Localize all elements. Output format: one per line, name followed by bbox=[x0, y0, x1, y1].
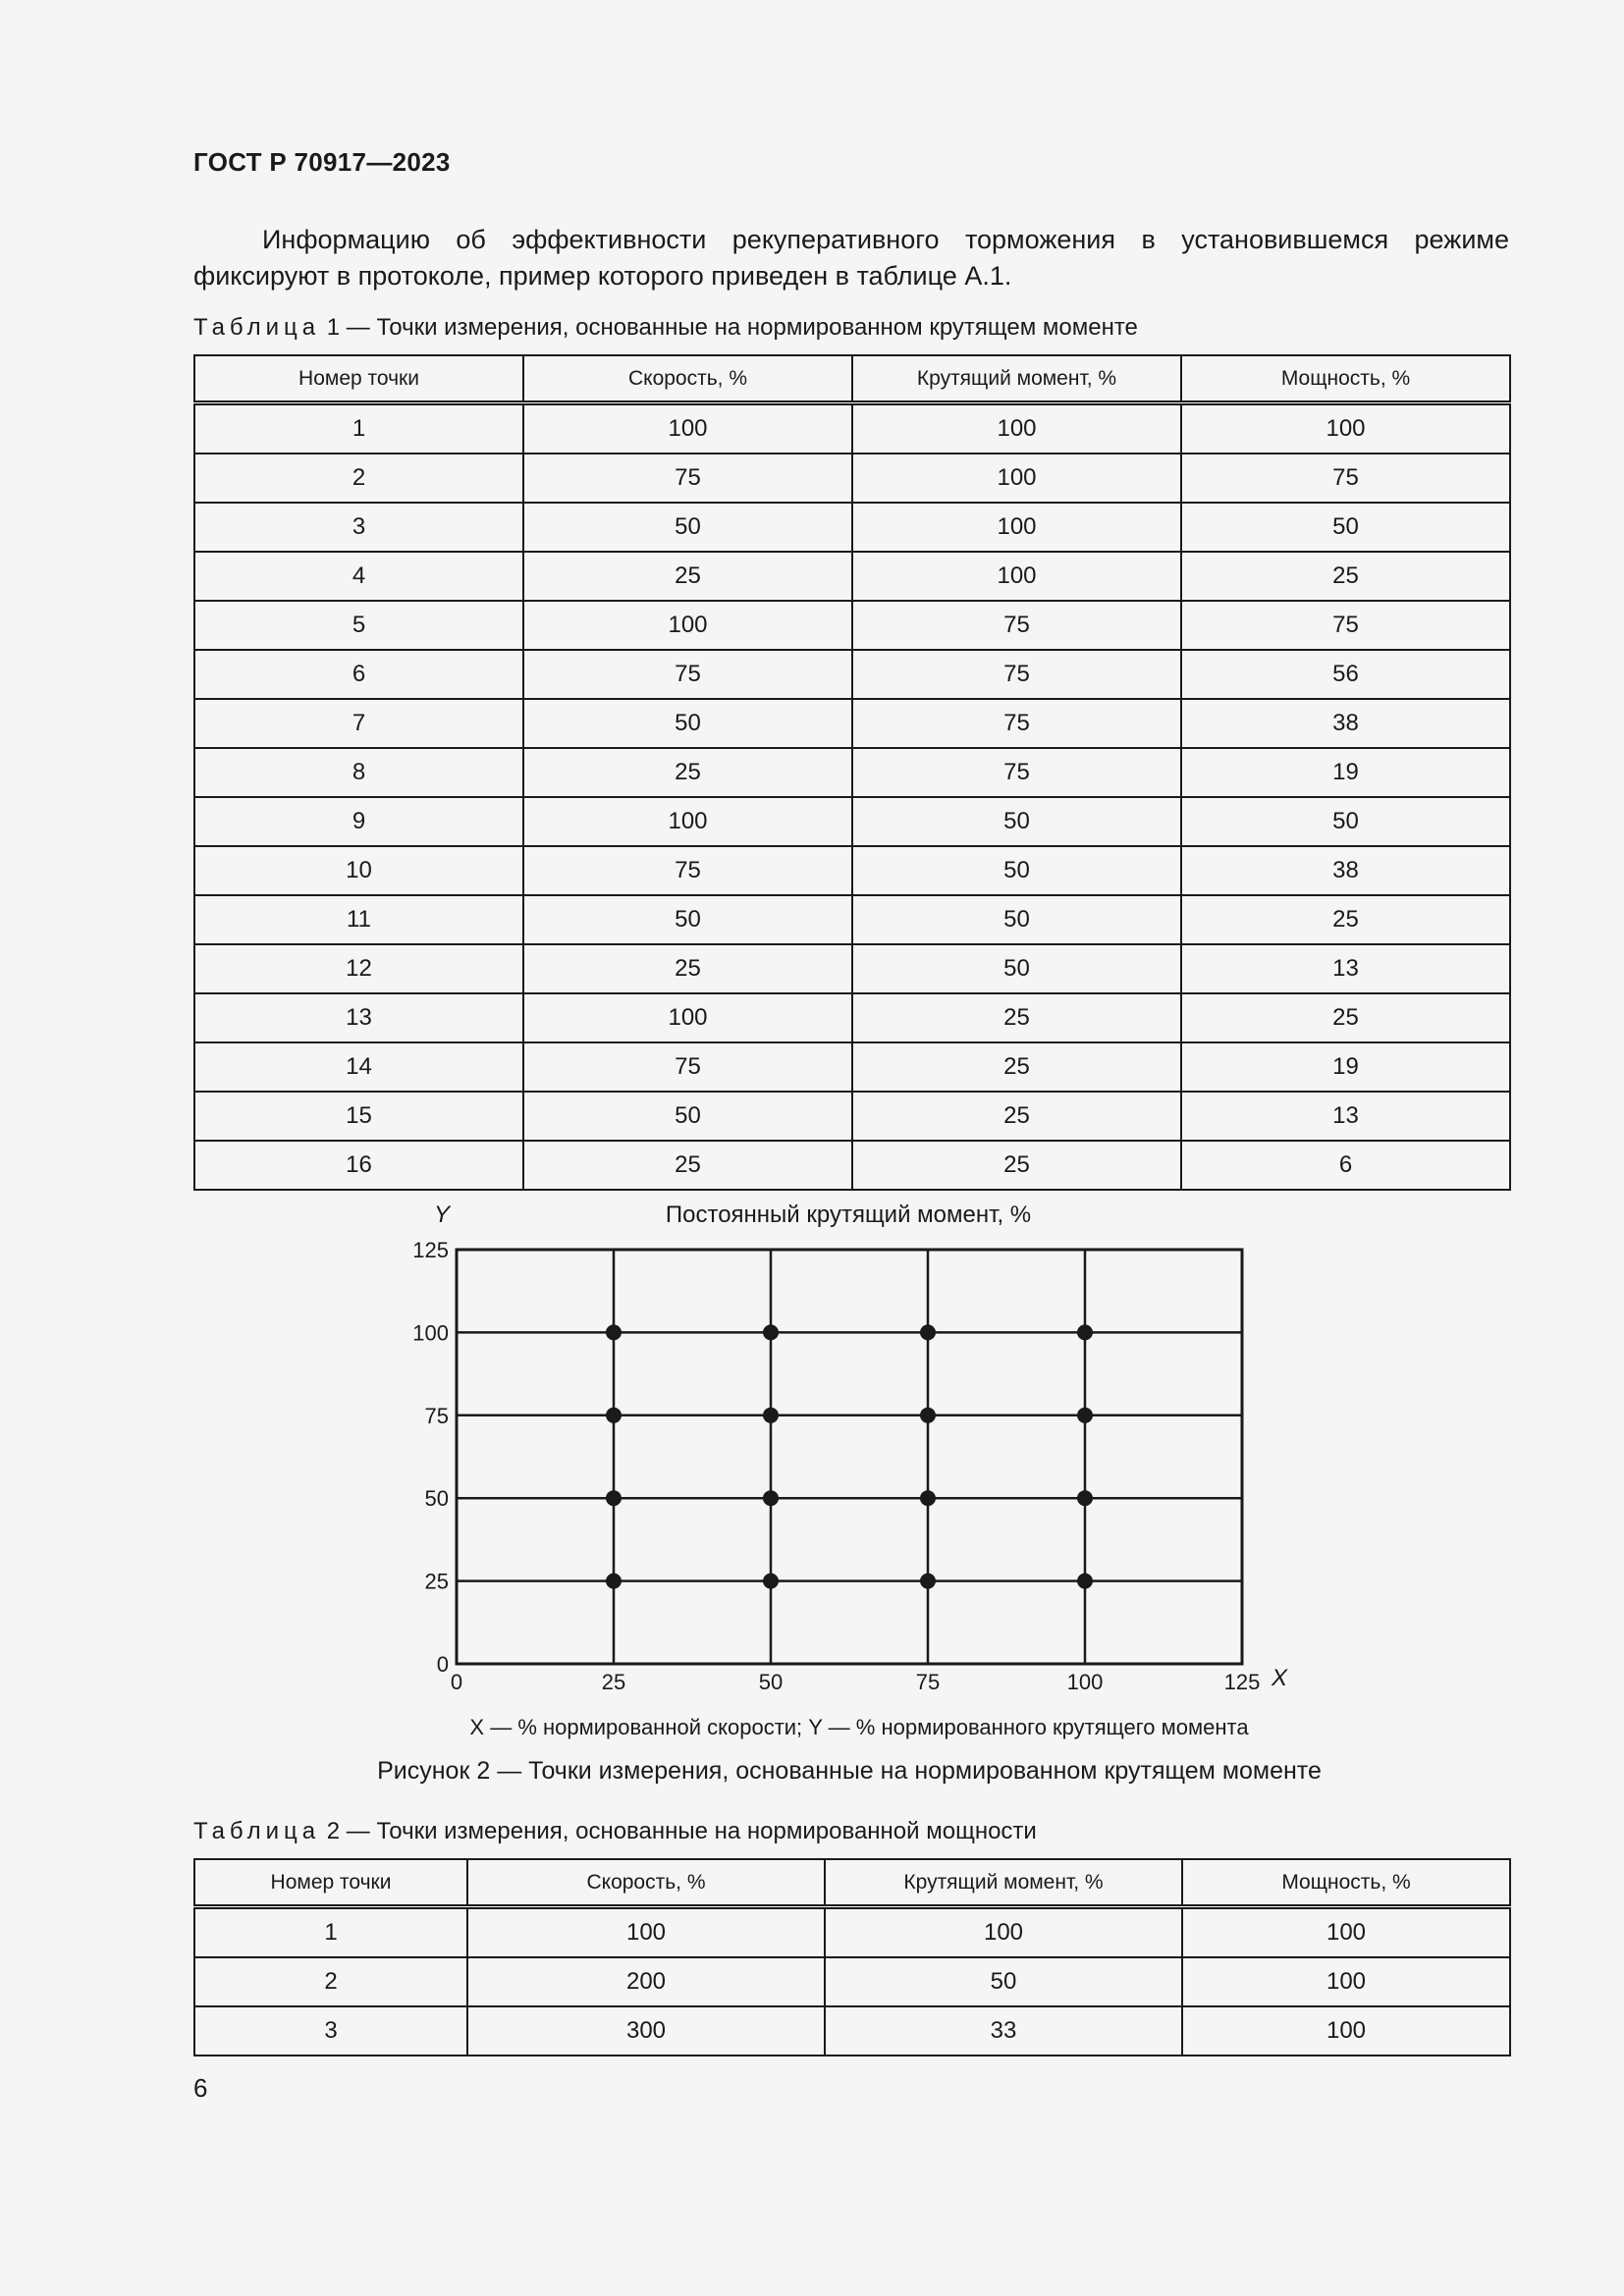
data-point bbox=[920, 1490, 936, 1506]
chart-points bbox=[606, 1324, 1093, 1588]
table-cell: 100 bbox=[852, 454, 1181, 503]
table-cell: 1 bbox=[194, 1907, 467, 1958]
table-cell: 50 bbox=[1181, 797, 1510, 846]
table-cell: 300 bbox=[467, 2006, 825, 2056]
table-cell: 100 bbox=[1182, 1907, 1510, 1958]
table-cell: 100 bbox=[1182, 2006, 1510, 2056]
table-cell: 50 bbox=[852, 944, 1181, 993]
x-tick-label: 125 bbox=[1223, 1670, 1261, 1694]
x-tick-label: 25 bbox=[601, 1670, 626, 1694]
table-cell: 75 bbox=[523, 454, 852, 503]
table-cell: 6 bbox=[194, 650, 523, 699]
table-cell: 15 bbox=[194, 1092, 523, 1141]
table-cell: 2 bbox=[194, 1957, 467, 2006]
table-cell: 75 bbox=[523, 650, 852, 699]
table-cell: 5 bbox=[194, 601, 523, 650]
table-cell: 25 bbox=[852, 1042, 1181, 1092]
data-point bbox=[763, 1574, 779, 1589]
column-header: Крутящий момент, % bbox=[852, 355, 1181, 403]
table-cell: 13 bbox=[1181, 944, 1510, 993]
table-cell: 50 bbox=[523, 503, 852, 552]
table-cell: 25 bbox=[852, 993, 1181, 1042]
table-cell: 100 bbox=[852, 403, 1181, 454]
column-header: Номер точки bbox=[194, 1859, 467, 1907]
table-cell: 100 bbox=[1182, 1957, 1510, 2006]
table-row bbox=[194, 748, 1510, 797]
table-cell: 50 bbox=[1181, 503, 1510, 552]
table-cell: 11 bbox=[194, 895, 523, 944]
table-row bbox=[194, 503, 1510, 552]
y-tick-label: 25 bbox=[424, 1569, 449, 1594]
table-cell: 25 bbox=[1181, 993, 1510, 1042]
table-cell: 75 bbox=[523, 1042, 852, 1092]
x-tick-label: 0 bbox=[450, 1670, 463, 1694]
table-cell: 13 bbox=[1181, 1092, 1510, 1141]
table-cell: 100 bbox=[825, 1907, 1182, 1958]
x-tick-label: 100 bbox=[1066, 1670, 1104, 1694]
data-point bbox=[1077, 1408, 1093, 1423]
table-cell: 38 bbox=[1181, 846, 1510, 895]
table-row bbox=[194, 699, 1510, 748]
table-row bbox=[194, 1907, 1510, 1958]
table2-header-row bbox=[194, 1859, 1510, 1907]
table-cell: 25 bbox=[523, 944, 852, 993]
table2-body bbox=[194, 1907, 1510, 2056]
table-cell: 3 bbox=[194, 2006, 467, 2056]
column-header: Крутящий момент, % bbox=[825, 1859, 1182, 1907]
table-cell: 6 bbox=[1181, 1141, 1510, 1190]
table-cell: 100 bbox=[523, 797, 852, 846]
data-point bbox=[763, 1490, 779, 1506]
table-cell: 25 bbox=[1181, 895, 1510, 944]
table-cell: 50 bbox=[852, 846, 1181, 895]
table-cell: 16 bbox=[194, 1141, 523, 1190]
table-cell: 50 bbox=[852, 797, 1181, 846]
table-cell: 25 bbox=[852, 1092, 1181, 1141]
table1 bbox=[193, 354, 1511, 1191]
table-cell: 75 bbox=[523, 846, 852, 895]
table-cell: 100 bbox=[523, 403, 852, 454]
table-cell: 1 bbox=[194, 403, 523, 454]
table2-caption-text: 2 — Точки измерения, основанные на нормированной мощности bbox=[320, 1818, 1037, 1844]
chart bbox=[393, 1202, 1316, 1742]
table2-caption-prefix: Таблица bbox=[193, 1818, 321, 1844]
table-cell: 13 bbox=[194, 993, 523, 1042]
column-header: Номер точки bbox=[194, 355, 523, 403]
table-cell: 75 bbox=[852, 650, 1181, 699]
chart-x-axis-label: X bbox=[1271, 1665, 1288, 1691]
column-header: Скорость, % bbox=[467, 1859, 825, 1907]
y-tick-label: 100 bbox=[412, 1320, 449, 1346]
table-cell: 7 bbox=[194, 699, 523, 748]
table-cell: 25 bbox=[523, 1141, 852, 1190]
table-cell: 100 bbox=[852, 503, 1181, 552]
table-cell: 56 bbox=[1181, 650, 1510, 699]
table-cell: 14 bbox=[194, 1042, 523, 1092]
table-row bbox=[194, 797, 1510, 846]
data-point bbox=[606, 1408, 622, 1423]
table-cell: 3 bbox=[194, 503, 523, 552]
table-cell: 200 bbox=[467, 1957, 825, 2006]
document-header: ГОСТ Р 70917—2023 bbox=[193, 147, 451, 177]
table-cell: 25 bbox=[852, 1141, 1181, 1190]
table-cell: 100 bbox=[467, 1907, 825, 1958]
table-row bbox=[194, 2006, 1510, 2056]
table2 bbox=[193, 1858, 1511, 2056]
table-row bbox=[194, 650, 1510, 699]
table-row bbox=[194, 552, 1510, 601]
table-row bbox=[194, 403, 1510, 454]
data-point bbox=[920, 1408, 936, 1423]
table-cell: 100 bbox=[523, 993, 852, 1042]
x-tick-label: 75 bbox=[915, 1670, 941, 1694]
table-cell: 100 bbox=[1181, 403, 1510, 454]
table-row bbox=[194, 601, 1510, 650]
table-cell: 12 bbox=[194, 944, 523, 993]
table-row bbox=[194, 944, 1510, 993]
data-point bbox=[1077, 1490, 1093, 1506]
table1-caption bbox=[193, 314, 1138, 342]
table-row bbox=[194, 1092, 1510, 1141]
table-cell: 9 bbox=[194, 797, 523, 846]
table-cell: 19 bbox=[1181, 1042, 1510, 1092]
table-cell: 19 bbox=[1181, 748, 1510, 797]
table1-header-row bbox=[194, 355, 1510, 403]
chart-title: Постоянный крутящий момент, % bbox=[665, 1202, 1032, 1228]
table-row bbox=[194, 846, 1510, 895]
table-cell: 50 bbox=[852, 895, 1181, 944]
table-cell: 50 bbox=[523, 895, 852, 944]
table-cell: 50 bbox=[825, 1957, 1182, 2006]
table-cell: 4 bbox=[194, 552, 523, 601]
table1-caption-text: 1 — Точки измерения, основанные на нормированном крутящем моменте bbox=[320, 314, 1138, 341]
y-tick-label: 50 bbox=[424, 1486, 449, 1512]
column-header: Мощность, % bbox=[1181, 355, 1510, 403]
chart-ticks bbox=[412, 1238, 1260, 1694]
data-point bbox=[763, 1408, 779, 1423]
table-cell: 25 bbox=[1181, 552, 1510, 601]
table-cell: 50 bbox=[523, 1092, 852, 1141]
table-cell: 75 bbox=[852, 699, 1181, 748]
chart-y-axis-label: Y bbox=[433, 1202, 451, 1228]
plot-frame bbox=[457, 1250, 1242, 1664]
table-row bbox=[194, 993, 1510, 1042]
table-row bbox=[194, 1042, 1510, 1092]
table-cell: 38 bbox=[1181, 699, 1510, 748]
table-cell: 50 bbox=[523, 699, 852, 748]
column-header: Мощность, % bbox=[1182, 1859, 1510, 1907]
data-point bbox=[606, 1574, 622, 1589]
table-row bbox=[194, 895, 1510, 944]
table-cell: 33 bbox=[825, 2006, 1182, 2056]
figure-legend: X — % нормированной скорости; Y — % нормированного крутящего момента bbox=[469, 1715, 1249, 1739]
y-tick-label: 125 bbox=[412, 1238, 449, 1262]
table-cell: 2 bbox=[194, 454, 523, 503]
table-row bbox=[194, 454, 1510, 503]
table-cell: 75 bbox=[1181, 601, 1510, 650]
table-row bbox=[194, 1141, 1510, 1190]
table-cell: 75 bbox=[852, 601, 1181, 650]
data-point bbox=[1077, 1574, 1093, 1589]
table-cell: 25 bbox=[523, 552, 852, 601]
y-tick-label: 0 bbox=[436, 1652, 449, 1677]
table-cell: 100 bbox=[852, 552, 1181, 601]
data-point bbox=[763, 1324, 779, 1340]
x-tick-label: 50 bbox=[758, 1670, 784, 1694]
y-tick-label: 75 bbox=[424, 1403, 449, 1428]
data-point bbox=[606, 1324, 622, 1340]
column-header: Скорость, % bbox=[523, 355, 852, 403]
table-cell: 10 bbox=[194, 846, 523, 895]
table-cell: 25 bbox=[523, 748, 852, 797]
data-point bbox=[606, 1490, 622, 1506]
figure-caption: Рисунок 2 — Точки измерения, основанные на нормированном крутящем моменте bbox=[377, 1757, 1322, 1785]
chart-grid bbox=[457, 1250, 1242, 1664]
table1-body bbox=[194, 403, 1510, 1191]
table-cell: 8 bbox=[194, 748, 523, 797]
data-point bbox=[920, 1574, 936, 1589]
table-cell: 100 bbox=[523, 601, 852, 650]
data-point bbox=[1077, 1324, 1093, 1340]
table-cell: 75 bbox=[852, 748, 1181, 797]
intro-paragraph: Информацию об эффективности рекуперативного торможения в установившемся режиме фиксируют в протоколе, пример которого приведен в таблице А.1. bbox=[193, 225, 1509, 291]
table-row bbox=[194, 1957, 1510, 2006]
data-point bbox=[920, 1324, 936, 1340]
table2-caption bbox=[193, 1818, 1037, 1845]
page-number: 6 bbox=[193, 2073, 208, 2103]
table-cell: 75 bbox=[1181, 454, 1510, 503]
table1-caption-prefix: Таблица bbox=[193, 314, 321, 341]
